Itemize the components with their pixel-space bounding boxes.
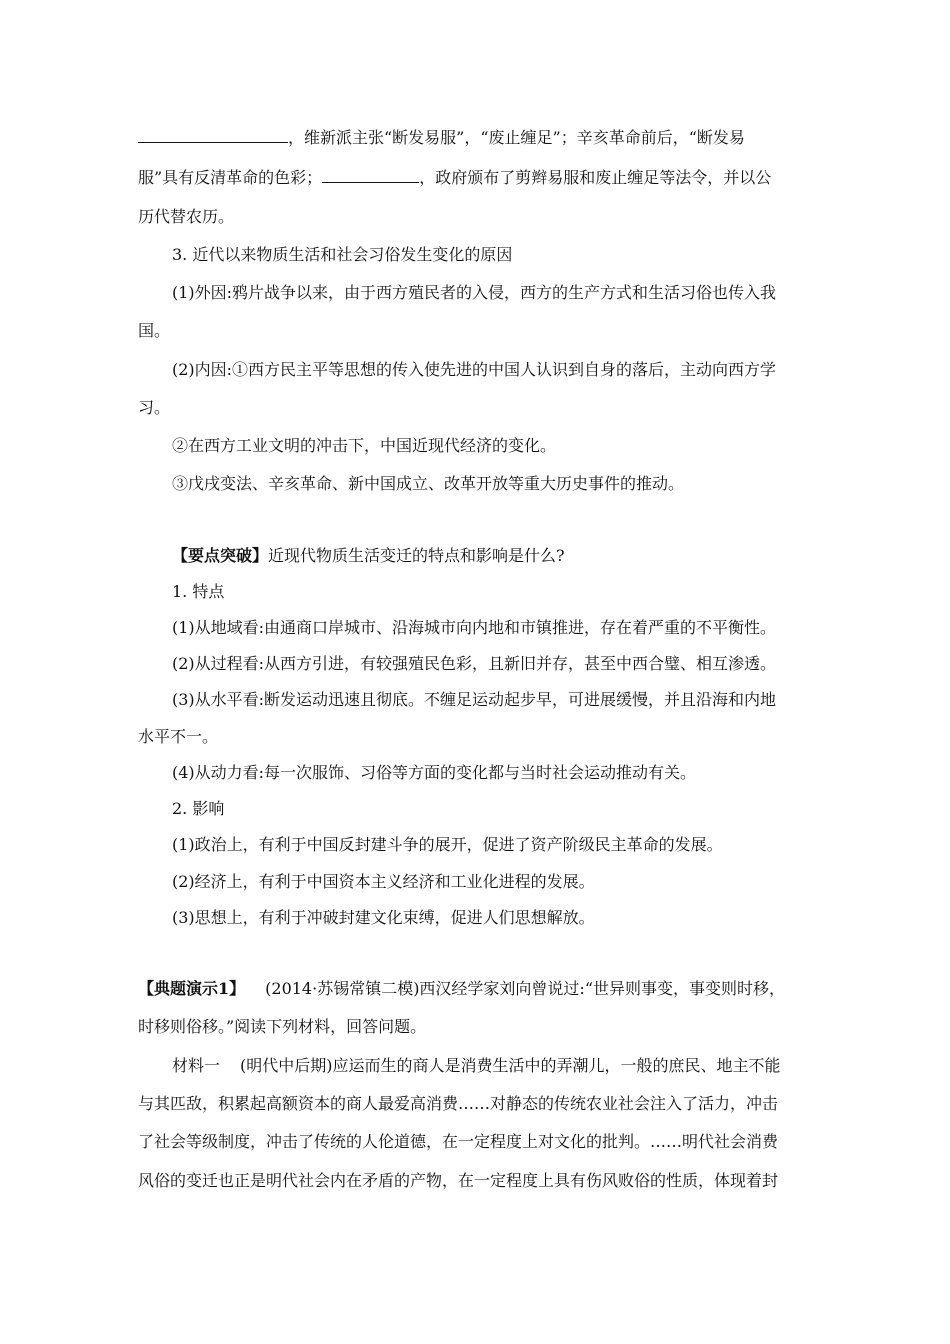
paragraph-line: 习。 xyxy=(138,398,171,417)
fill-in-blank xyxy=(322,166,419,183)
paragraph-line: 与其匹敌，积累起高额资本的商人最爱高消费……对静态的传统农业社会注入了活力，冲击 xyxy=(138,1094,779,1113)
list-item: (1)政治上，有利于中国反封建斗争的展开，促进了资产阶级民主革命的发展。 xyxy=(172,835,723,854)
section-heading: 1. 特点 xyxy=(172,582,225,601)
line-text: ，维新派主张“断发易服”，“废止缠足”；辛亥革命前后，“断发易 xyxy=(288,128,745,147)
line-text: ，政府颁布了剪辫易服和废止缠足等法令，并以公 xyxy=(419,168,772,187)
material-label: 材料一 xyxy=(172,1056,221,1075)
example-heading xyxy=(138,978,785,1000)
section-heading: 3. 近代以来物质生活和社会习俗发生变化的原因 xyxy=(172,245,513,264)
paragraph-line: (2)内因:①西方民主平等思想的传入使先进的中国人认识到自身的落后，主动向西方学 xyxy=(172,360,777,379)
paragraph-line xyxy=(138,126,745,149)
paragraph-line: 了社会等级制度，冲击了传统的人伦道德，在一定程度上对文化的批判。……明代社会消费 xyxy=(138,1132,779,1151)
section-heading: 2. 影响 xyxy=(172,799,225,818)
example-source: (2014·苏锡常镇二模)西汉经学家刘向曾说过:“世异则事变，事变则时移， xyxy=(265,979,786,998)
paragraph-line: 水平不一。 xyxy=(138,727,219,746)
material-line xyxy=(172,1055,781,1077)
list-item: ②在西方工业文明的冲击下，中国近现代经济的变化。 xyxy=(172,436,557,455)
line-text: 服”具有反清革命的色彩； xyxy=(138,168,323,187)
example-tag: 【典题演示1】 xyxy=(138,979,246,998)
list-item: (1)从地域看:由通商口岸城市、沿海城市向内地和市镇推进，存在着严重的不平衡性。 xyxy=(172,618,777,637)
list-item: (2)从过程看:从西方引进，有较强殖民色彩，且新旧并存，甚至中西合璧、相互渗透。 xyxy=(172,654,777,673)
paragraph-line: (1)外因:鸦片战争以来，由于西方殖民者的入侵，西方的生产方式和生活习俗也传入我 xyxy=(172,283,777,302)
paragraph-line xyxy=(138,166,771,189)
line-text: (明代中后期)应运而生的商人是消费生活中的弄潮儿，一般的庶民、地主不能 xyxy=(240,1056,781,1075)
list-item: (3)思想上，有利于冲破封建文化束缚，促进人们思想解放。 xyxy=(172,908,595,927)
paragraph-line: 历代替农历。 xyxy=(138,207,235,226)
paragraph-line: 国。 xyxy=(138,321,171,340)
paragraph-line: 时移则俗移。”阅读下列材料，回答问题。 xyxy=(138,1017,427,1036)
list-item: (4)从动力看:每一次服饰、习俗等方面的变化都与当时社会运动推动有关。 xyxy=(172,763,697,782)
key-point-tag: 【要点突破】 xyxy=(172,546,269,565)
key-point-heading xyxy=(172,545,565,567)
list-item: (2)经济上，有利于中国资本主义经济和工业化进程的发展。 xyxy=(172,872,595,891)
key-point-question: 近现代物质生活变迁的特点和影响是什么? xyxy=(268,546,565,565)
list-item: (3)从水平看:断发运动迅速且彻底。不缠足运动起步早，可进展缓慢，并且沿海和内地 xyxy=(172,690,777,709)
fill-in-blank xyxy=(138,126,288,143)
paragraph-line: 风俗的变迁也正是明代社会内在矛盾的产物，在一定程度上具有伤风败俗的性质，体现着封 xyxy=(138,1171,779,1190)
list-item: ③戊戌变法、辛亥革命、新中国成立、改革开放等重大历史事件的推动。 xyxy=(172,474,685,493)
